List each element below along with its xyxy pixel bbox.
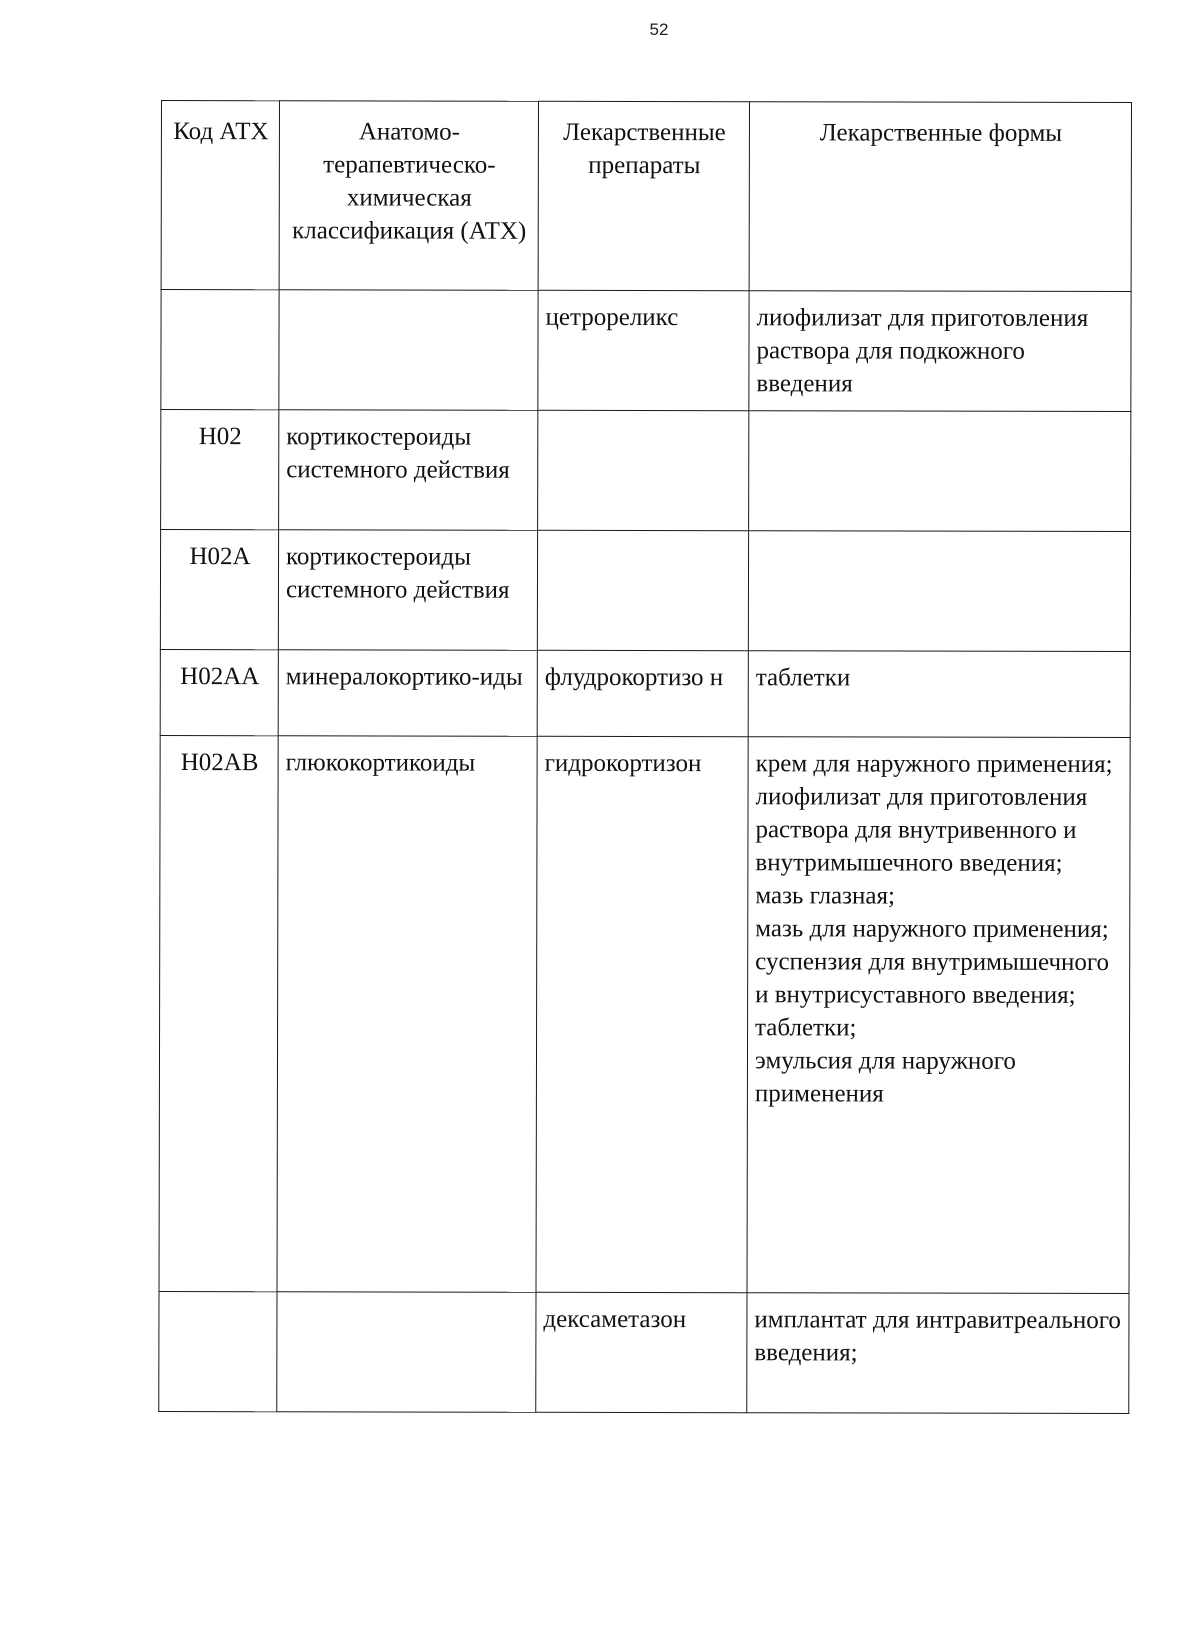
cell-classification: минералокортико-иды (278, 650, 537, 737)
header-classification: Анатомо-терапевтическо-химическая классификация (АТХ) (279, 101, 538, 291)
table-row (161, 290, 1131, 412)
cell-code (159, 1291, 277, 1411)
cell-forms (747, 737, 1130, 1294)
cell-forms (748, 651, 1130, 738)
form-item: лиофилизат для приготовления раствора для внутривенного и внутримышечного введения; (755, 783, 1088, 877)
cell-drug: гидрокортизон (536, 736, 748, 1292)
cell-classification: кортикостероиды системного действия (279, 410, 538, 531)
form-item: таблетки (755, 664, 851, 692)
cell-code: H02A (160, 530, 278, 650)
table-row (160, 530, 1130, 652)
table-header-row (161, 101, 1131, 292)
table-row (160, 649, 1130, 737)
form-item: крем для наружного применения; (755, 750, 1113, 778)
form-item: имплантат для интравитреального введения; (754, 1306, 1121, 1367)
cell-classification (277, 1292, 536, 1413)
cell-drug (538, 410, 749, 530)
table-row (159, 1291, 1129, 1413)
cell-classification: кортикостероиды системного действия (278, 530, 537, 651)
header-code: Код АТХ (161, 101, 279, 290)
cell-classification (279, 290, 538, 411)
cell-code (161, 290, 279, 410)
cell-code: H02AB (159, 735, 278, 1291)
cell-code: H02AA (160, 649, 278, 735)
cell-classification: глюкокортикоиды (277, 736, 537, 1293)
cell-forms (749, 411, 1131, 532)
cell-drug: флудрокортизо н (537, 650, 748, 736)
cell-drug: дексаметазон (536, 1292, 747, 1412)
atc-table (158, 100, 1132, 1414)
cell-code: H02 (161, 410, 279, 530)
cell-forms (747, 1293, 1129, 1414)
cell-forms (749, 291, 1131, 412)
form-item: таблетки; (755, 1014, 857, 1042)
cell-drug: цетрореликс (538, 290, 749, 410)
cell-drug (537, 530, 748, 650)
atc-table-container (158, 100, 1131, 1414)
page-number: 52 (649, 20, 669, 39)
table-row (161, 410, 1131, 532)
form-item: лиофилизат для приготовления раствора для подкожного введения (756, 304, 1089, 398)
form-item: мазь глазная; (755, 882, 895, 910)
table-row (159, 735, 1130, 1293)
form-item: эмульсия для наружного применения (754, 1047, 1016, 1108)
header-drugs: Лекарственные препараты (538, 101, 749, 290)
form-item: мазь для наружного применения; (755, 915, 1109, 943)
form-item: суспензия для внутримышечного и внутрисуставного введения; (755, 948, 1110, 1009)
header-forms: Лекарственные формы (749, 102, 1131, 292)
cell-forms (748, 531, 1130, 652)
